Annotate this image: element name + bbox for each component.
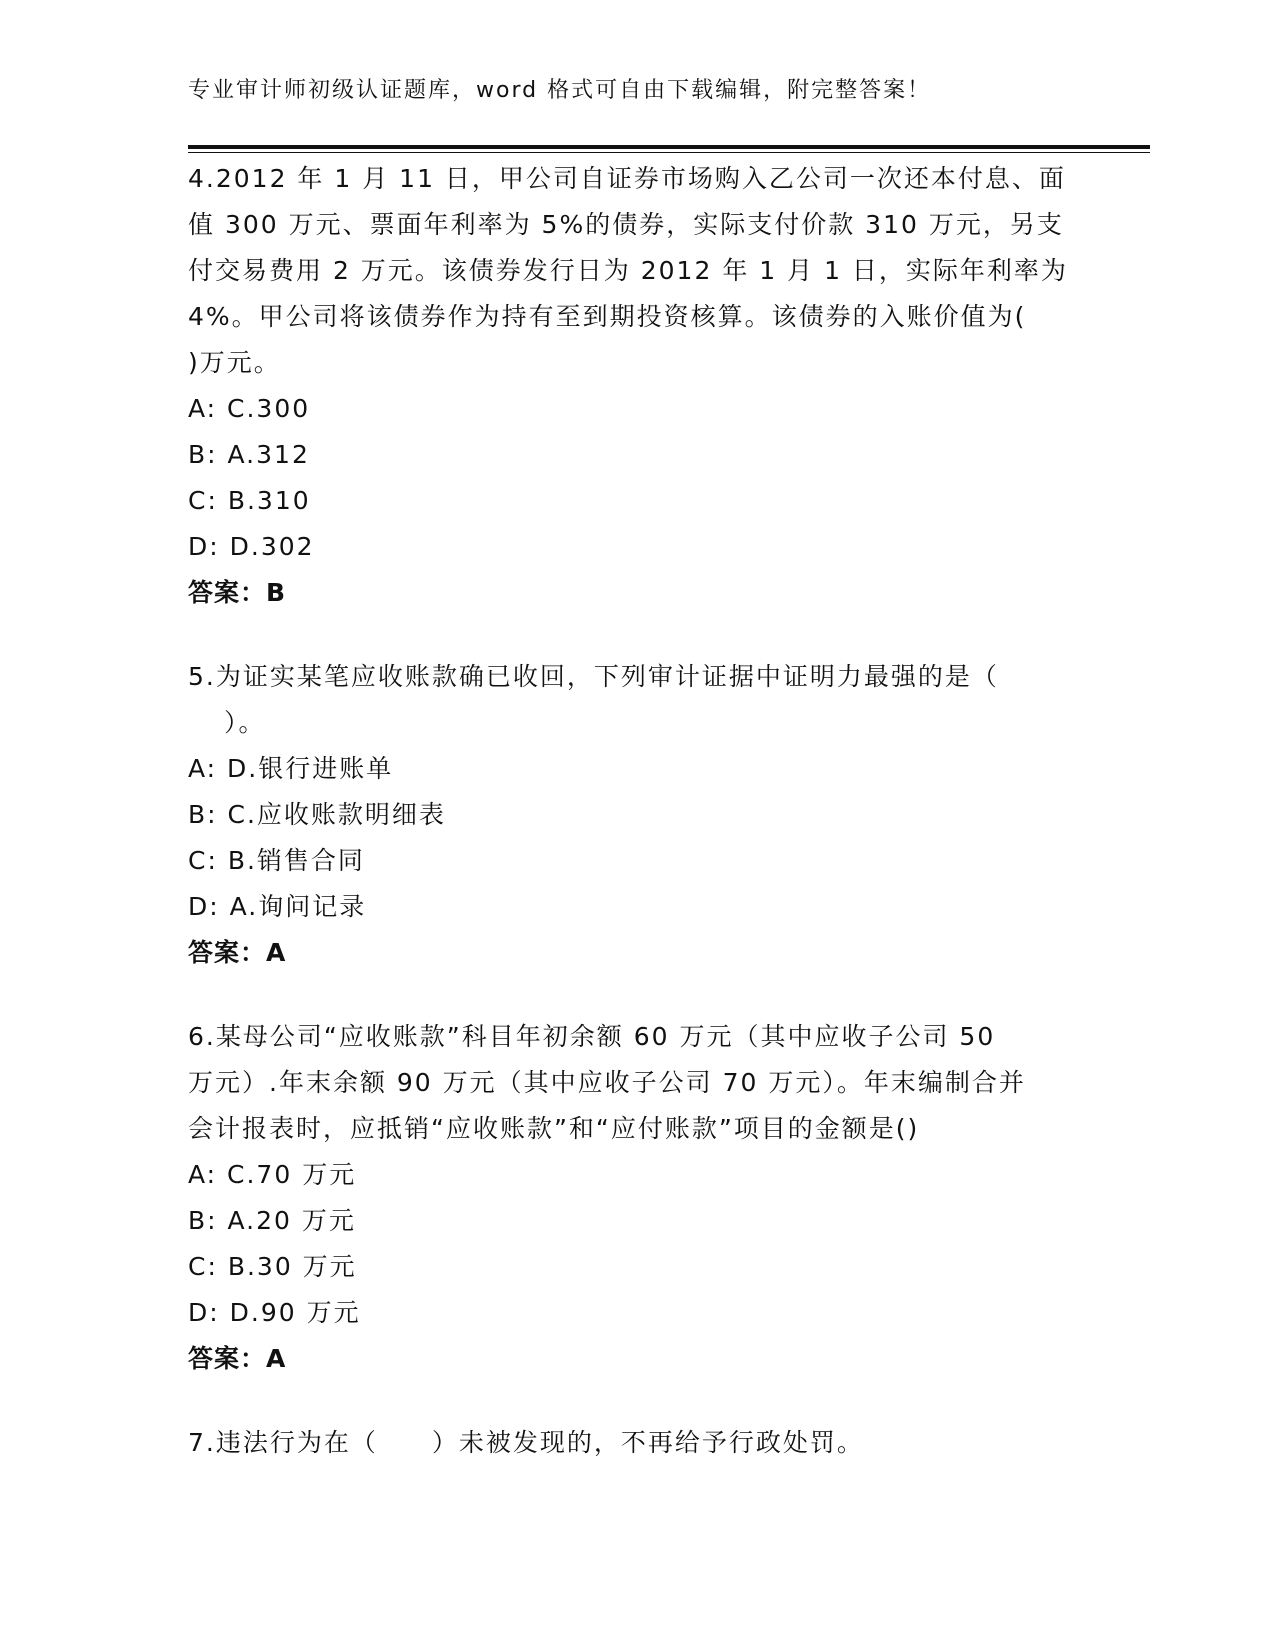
option-b: B: C.应收账款明细表 bbox=[188, 800, 446, 829]
header-rule-thick bbox=[188, 145, 1150, 149]
answer: 答案：A bbox=[188, 938, 287, 967]
answer: 答案：A bbox=[188, 1344, 287, 1373]
question-stem-line: 6.某母公司“应收账款”科目年初余额 60 万元（其中应收子公司 50 bbox=[188, 1022, 996, 1051]
option-c: C: B.30 万元 bbox=[188, 1252, 357, 1281]
option-a: A: C.70 万元 bbox=[188, 1160, 357, 1189]
question-stem-line: 4%。甲公司将该债券作为持有至到期投资核算。该债券的入账价值为( bbox=[188, 302, 1027, 331]
question-stem-line: ）。 bbox=[224, 708, 266, 737]
option-c: C: B.310 bbox=[188, 486, 311, 515]
option-c: C: B.销售合同 bbox=[188, 846, 365, 875]
option-d: D: D.90 万元 bbox=[188, 1298, 361, 1327]
question-stem-line: 7.违法行为在（ ）未被发现的，不再给予行政处罚。 bbox=[188, 1428, 864, 1457]
question-stem-line: 值 300 万元、票面年利率为 5%的债券，实际支付价款 310 万元，另支 bbox=[188, 210, 1064, 239]
question-stem-line: 会计报表时，应抵销“应收账款”和“应付账款”项目的金额是() bbox=[188, 1114, 920, 1143]
option-a: A: C.300 bbox=[188, 394, 311, 423]
question-stem-line: 万元）.年末余额 90 万元（其中应收子公司 70 万元）。年末编制合并 bbox=[188, 1068, 1026, 1097]
option-d: D: A.询问记录 bbox=[188, 892, 367, 921]
option-b: B: A.312 bbox=[188, 440, 310, 469]
option-b: B: A.20 万元 bbox=[188, 1206, 356, 1235]
question-stem-line: 付交易费用 2 万元。该债券发行日为 2012 年 1 月 1 日，实际年利率为 bbox=[188, 256, 1068, 285]
header-note: 专业审计师初级认证题库，word 格式可自由下载编辑，附完整答案！ bbox=[188, 78, 932, 103]
question-stem-line: 5.为证实某笔应收账款确已收回，下列审计证据中证明力最强的是（ bbox=[188, 662, 999, 691]
option-a: A: D.银行进账单 bbox=[188, 754, 394, 783]
question-stem-line: )万元。 bbox=[188, 348, 281, 377]
question-6 bbox=[188, 1014, 1088, 1382]
answer: 答案：B bbox=[188, 578, 287, 607]
question-7 bbox=[188, 1420, 1088, 1466]
header-rule-thin bbox=[188, 152, 1150, 153]
option-d: D: D.302 bbox=[188, 532, 315, 561]
question-list bbox=[188, 156, 1088, 1504]
question-5 bbox=[188, 654, 1088, 976]
question-stem-line: 4.2012 年 1 月 11 日，甲公司自证券市场购入乙公司一次还本付息、面 bbox=[188, 164, 1066, 193]
question-4 bbox=[188, 156, 1088, 616]
